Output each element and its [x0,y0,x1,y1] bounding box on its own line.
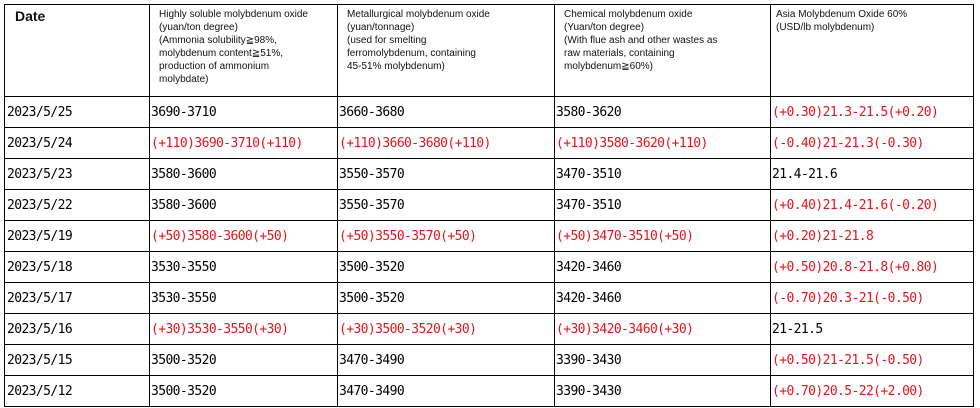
date-cell: 2023/5/22 [5,190,150,221]
metallurgical-price-cell: 3470-3490 [338,345,555,376]
header-line: molybdate) [159,74,209,85]
asia-price-cell: (+0.50)21-21.5(-0.50) [771,345,974,376]
highly-soluble-price-cell: 3580-3600 [150,159,338,190]
asia-price-cell: (+0.50)20.8-21.8(+0.80) [771,252,974,283]
header-date: Date [5,5,150,97]
chemical-price-cell: (+50)3470-3510(+50) [555,221,771,252]
metallurgical-price-cell: 3660-3680 [338,97,555,128]
header-line: raw materials, containing [564,48,675,59]
asia-price-cell: (+0.40)21.4-21.6(-0.20) [771,190,974,221]
highly-soluble-price-cell: 3530-3550 [150,252,338,283]
table-row [5,283,974,314]
highly-soluble-price-cell: 3580-3600 [150,190,338,221]
asia-price-cell: (-0.70)20.3-21(-0.50) [771,283,974,314]
header-asia-molybdenum-oxide [771,5,974,97]
header-line: (Ammonia solubility≧98%, [159,35,277,46]
asia-price-cell: (+0.70)20.5-22(+2.00) [771,376,974,407]
asia-price-cell: 21.4-21.6 [771,159,974,190]
table-row [5,221,974,252]
asia-price-cell: (+0.30)21.3-21.5(+0.20) [771,97,974,128]
date-cell: 2023/5/16 [5,314,150,345]
metallurgical-price-cell: 3550-3570 [338,159,555,190]
chemical-price-cell: (+110)3580-3620(+110) [555,128,771,159]
metallurgical-price-cell: 3500-3520 [338,283,555,314]
chemical-price-cell: (+30)3420-3460(+30) [555,314,771,345]
chemical-price-cell: 3390-3430 [555,345,771,376]
table-row [5,159,974,190]
metallurgical-price-cell: (+50)3550-3570(+50) [338,221,555,252]
header-row [5,5,974,97]
highly-soluble-price-cell: 3500-3520 [150,345,338,376]
table-row [5,97,974,128]
header-line: (USD/lb molybdenum) [776,22,875,33]
table-row [5,252,974,283]
header-line: molybdenum content≧51%, [159,48,284,59]
date-cell: 2023/5/12 [5,376,150,407]
table-row [5,190,974,221]
header-line: production of ammonium [159,61,270,72]
header-line: ferromolybdenum, containing [347,48,476,59]
metallurgical-price-cell: 3470-3490 [338,376,555,407]
highly-soluble-price-cell: (+30)3530-3550(+30) [150,314,338,345]
header-line: Chemical molybdenum oxide [564,9,693,20]
header-line: Metallurgical molybdenum oxide [347,9,490,20]
header-line: (used for smelting [347,35,427,46]
chemical-price-cell: 3390-3430 [555,376,771,407]
table-row [5,314,974,345]
date-cell: 2023/5/19 [5,221,150,252]
table-row [5,128,974,159]
date-cell: 2023/5/17 [5,283,150,314]
chemical-price-cell: 3420-3460 [555,252,771,283]
header-metallurgical-molybdenum-oxide [338,5,555,97]
header-line: (yuan/tonnage) [347,22,415,33]
highly-soluble-price-cell: (+110)3690-3710(+110) [150,128,338,159]
metallurgical-price-cell: (+30)3500-3520(+30) [338,314,555,345]
chemical-price-cell: 3580-3620 [555,97,771,128]
header-line: (yuan/ton degree) [159,22,238,33]
metallurgical-price-cell: 3500-3520 [338,252,555,283]
metallurgical-price-cell: 3550-3570 [338,190,555,221]
asia-price-cell: 21-21.5 [771,314,974,345]
highly-soluble-price-cell: 3530-3550 [150,283,338,314]
table-row [5,376,974,407]
date-cell: 2023/5/23 [5,159,150,190]
header-chemical-molybdenum-oxide [555,5,771,97]
table-row [5,345,974,376]
date-cell: 2023/5/25 [5,97,150,128]
chemical-price-cell: 3470-3510 [555,159,771,190]
molybdenum-price-table [4,4,974,407]
chemical-price-cell: 3470-3510 [555,190,771,221]
header-line: 45-51% molybdenum) [347,61,445,72]
date-cell: 2023/5/24 [5,128,150,159]
header-line: molybdenum≧60%) [564,61,653,72]
header-highly-soluble-molybdenum-oxide [150,5,338,97]
highly-soluble-price-cell: (+50)3580-3600(+50) [150,221,338,252]
highly-soluble-price-cell: 3690-3710 [150,97,338,128]
asia-price-cell: (+0.20)21-21.8 [771,221,974,252]
header-line: (With flue ash and other wastes as [564,35,718,46]
header-line: (Yuan/ton degree) [564,22,645,33]
highly-soluble-price-cell: 3500-3520 [150,376,338,407]
date-cell: 2023/5/15 [5,345,150,376]
chemical-price-cell: 3420-3460 [555,283,771,314]
date-cell: 2023/5/18 [5,252,150,283]
metallurgical-price-cell: (+110)3660-3680(+110) [338,128,555,159]
header-line: Asia Molybdenum Oxide 60% [776,9,908,20]
header-line: Highly soluble molybdenum oxide [159,9,308,20]
asia-price-cell: (-0.40)21-21.3(-0.30) [771,128,974,159]
